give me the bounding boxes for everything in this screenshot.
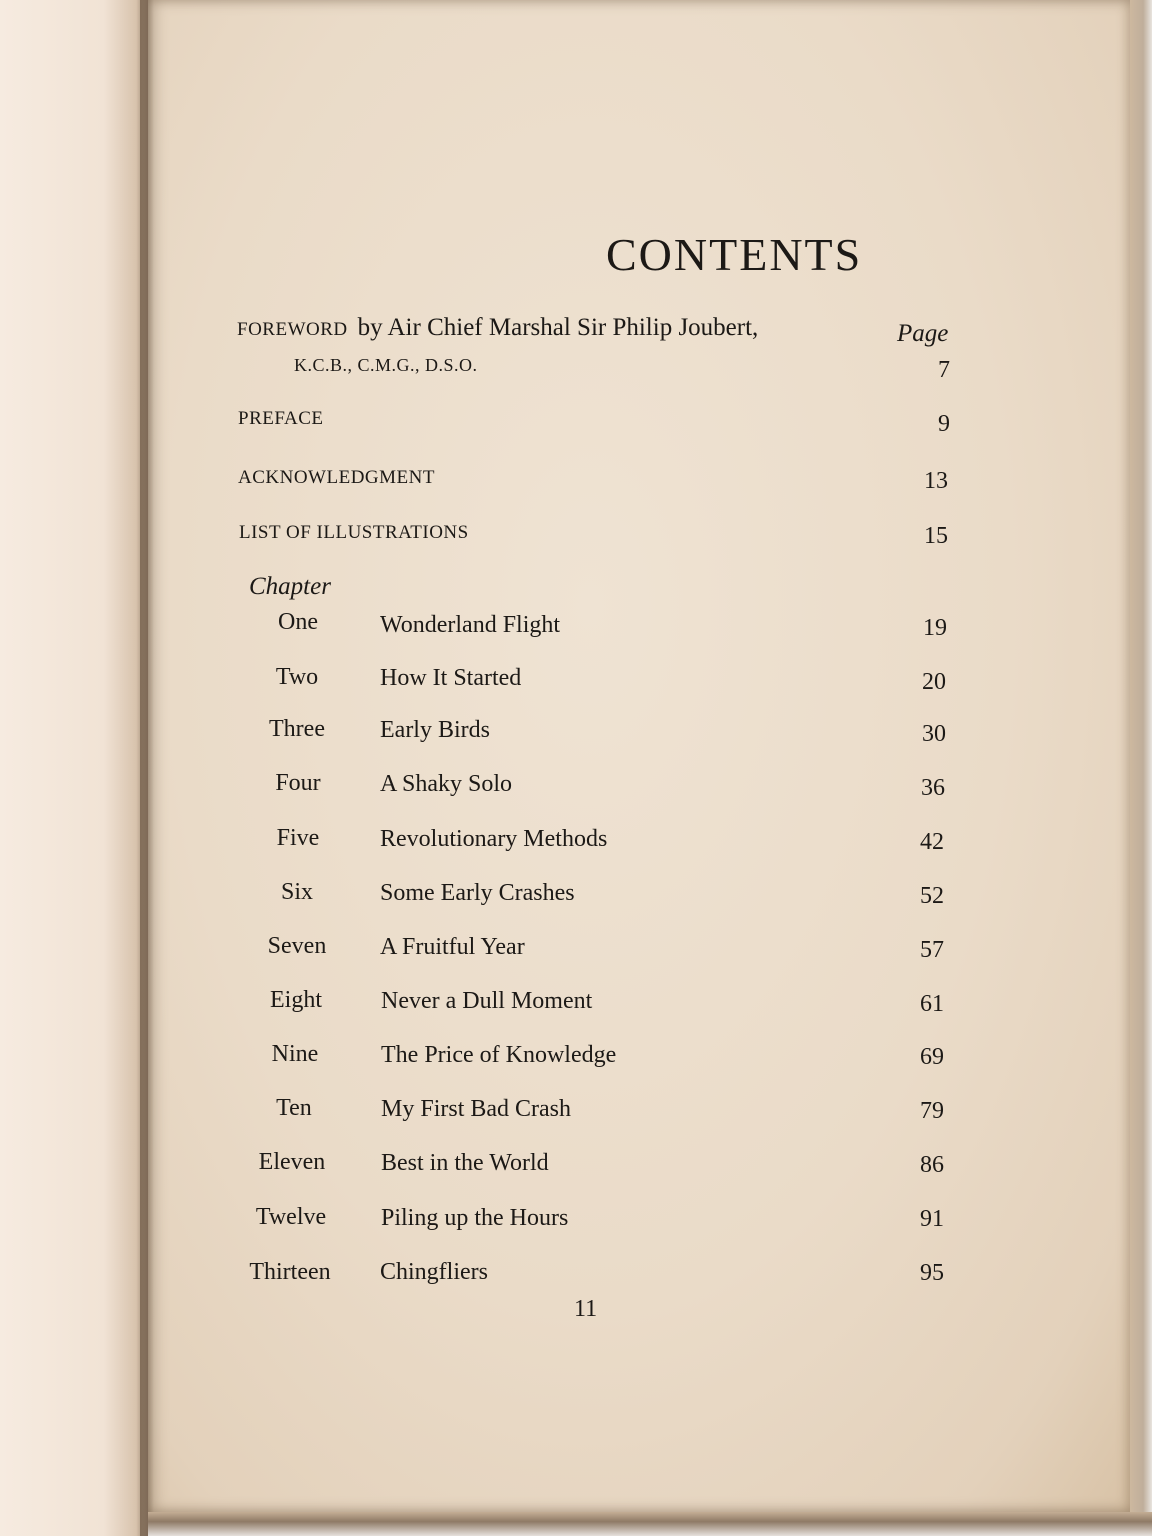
facing-page-edge xyxy=(0,0,148,1536)
preface-label: PREFACE xyxy=(238,408,324,429)
page-number: 11 xyxy=(574,1296,598,1322)
foreword-text: by Air Chief Marshal Sir Philip Joubert, xyxy=(357,314,759,341)
acknowledgment-label: ACKNOWLEDGMENT xyxy=(238,467,435,488)
chapter-title: Never a Dull Moment xyxy=(381,988,593,1014)
chapter-number: Twelve xyxy=(255,1204,327,1230)
chapter-page: 30 xyxy=(922,721,946,747)
chapter-title: The Price of Knowledge xyxy=(381,1042,617,1068)
chapter-title: Early Birds xyxy=(380,717,490,743)
chapter-page: 57 xyxy=(920,937,944,963)
chapter-number: Five xyxy=(276,825,320,851)
chapter-title: A Fruitful Year xyxy=(380,934,525,960)
chapter-title: Some Early Crashes xyxy=(380,880,575,906)
chapter-number: Four xyxy=(275,770,321,796)
chapter-title: Chingfliers xyxy=(380,1259,488,1285)
chapter-page: 86 xyxy=(920,1152,944,1178)
chapter-title: Best in the World xyxy=(381,1150,549,1176)
foreword-entry xyxy=(237,314,758,342)
chapter-page: 19 xyxy=(923,615,947,641)
cover-board-edge xyxy=(148,1512,1152,1536)
preface-page: 9 xyxy=(938,411,950,437)
acknowledgment-page: 13 xyxy=(924,468,948,494)
illustrations-page: 15 xyxy=(924,523,948,549)
chapter-number: Ten xyxy=(276,1095,312,1121)
chapter-page: 20 xyxy=(922,669,946,695)
chapter-number: Nine xyxy=(271,1041,319,1067)
chapter-number: Two xyxy=(275,664,319,690)
chapter-page: 42 xyxy=(920,829,944,855)
chapter-title: Revolutionary Methods xyxy=(380,826,608,852)
chapter-page: 36 xyxy=(921,775,945,801)
chapter-title: A Shaky Solo xyxy=(380,771,513,797)
chapter-number: Eight xyxy=(270,987,322,1013)
chapter-page: 91 xyxy=(920,1206,944,1232)
chapter-title: Piling up the Hours xyxy=(381,1205,569,1231)
chapter-number: Seven xyxy=(267,933,327,959)
chapter-page: 95 xyxy=(920,1260,944,1286)
chapter-number: Thirteen xyxy=(249,1259,331,1285)
page-right-edge xyxy=(1130,0,1152,1536)
illustrations-label: LIST OF ILLUSTRATIONS xyxy=(239,522,469,543)
foreword-honours: K.C.B., C.M.G., D.S.O. xyxy=(294,355,478,375)
chapter-title: How It Started xyxy=(380,665,522,691)
page-title: CONTENTS xyxy=(606,229,863,280)
chapter-page: 52 xyxy=(920,883,944,909)
page-column-label: Page xyxy=(897,320,949,347)
chapter-title: My First Bad Crash xyxy=(381,1096,572,1122)
contents-page xyxy=(148,0,1130,1512)
foreword-label: FOREWORD xyxy=(237,319,348,340)
chapter-page: 69 xyxy=(920,1044,944,1070)
chapter-title: Wonderland Flight xyxy=(380,612,561,638)
spine-shadow xyxy=(140,0,154,1536)
chapter-page: 79 xyxy=(920,1098,944,1124)
chapter-number: One xyxy=(278,609,318,635)
chapter-number: Eleven xyxy=(258,1149,326,1175)
chapter-page: 61 xyxy=(920,991,944,1017)
chapter-number: Three xyxy=(269,716,325,742)
chapter-number: Six xyxy=(280,879,313,905)
foreword-page: 7 xyxy=(938,357,950,383)
chapter-column-label: Chapter xyxy=(249,573,331,600)
